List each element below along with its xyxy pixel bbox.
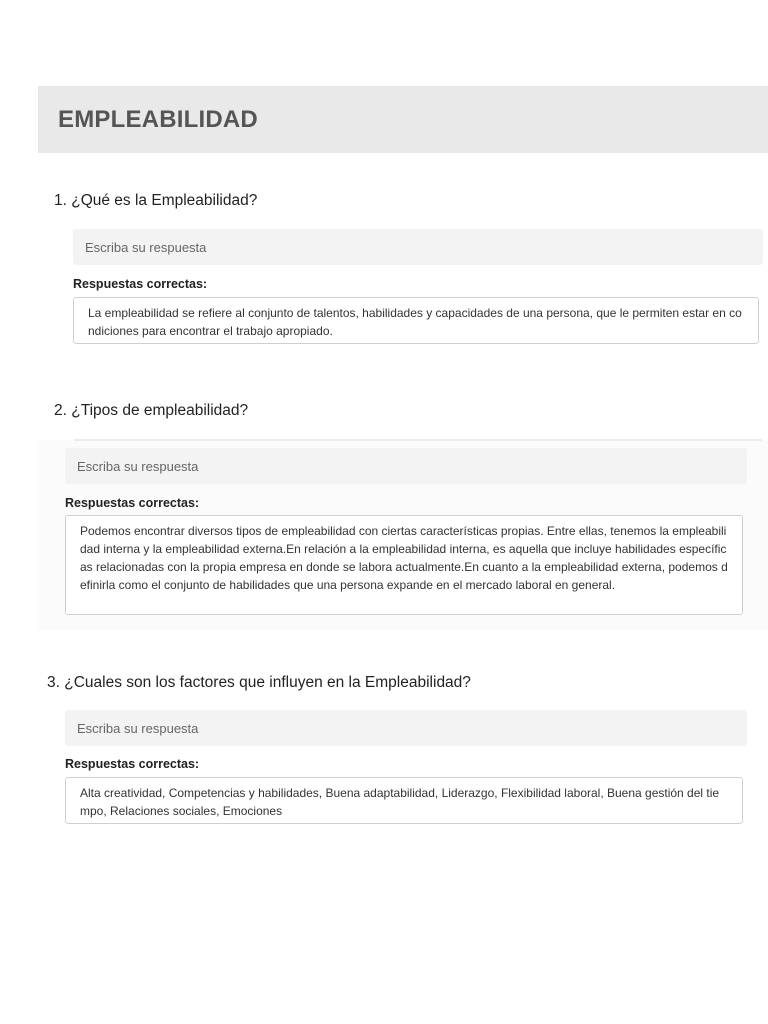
- question-3-answer-input[interactable]: Escriba su respuesta: [65, 710, 747, 746]
- question-2-title: 2. ¿Tipos de empleabilidad?: [54, 402, 249, 419]
- question-2-divider: [74, 439, 762, 441]
- question-1-correct-label: Respuestas correctas:: [73, 277, 208, 291]
- question-2-answer-input[interactable]: Escriba su respuesta: [65, 448, 747, 484]
- question-3-correct-answer: Alta creatividad, Competencias y habilidades, Buena adaptabilidad, Liderazgo, Flexibilidad laboral, Buena gestión del tiempo, Relaciones sociales, Emociones: [65, 777, 743, 824]
- question-2-correct-label: Respuestas correctas:: [65, 496, 200, 510]
- page-title: EMPLEABILIDAD: [58, 106, 258, 133]
- question-1-answer-input[interactable]: Escriba su respuesta: [73, 229, 763, 265]
- question-1-title: 1. ¿Qué es la Empleabilidad?: [54, 192, 258, 209]
- question-1-correct-answer: La empleabilidad se refiere al conjunto de talentos, habilidades y capacidades de una persona, que le permiten estar en condiciones para encontrar el trabajo apropiado.: [73, 297, 759, 344]
- question-3-correct-label: Respuestas correctas:: [65, 757, 200, 771]
- question-3-title: 3. ¿Cuales son los factores que influyen en la Empleabilidad?: [47, 674, 471, 691]
- question-2-correct-answer: Podemos encontrar diversos tipos de empleabilidad con ciertas características propias. Entre ellas, tenemos la empleabilidad interna y la empleabilidad externa.En relación a la empleabilidad interna, es aquella que incluye habilidades específicas relacionadas con la propia empresa en donde se labora actualmente.En cuanto a la empleabilidad externa, podemos definirla como el conjunto de habilidades que una persona expande en el mercado laboral en general.: [65, 515, 743, 615]
- page-header: [38, 86, 768, 153]
